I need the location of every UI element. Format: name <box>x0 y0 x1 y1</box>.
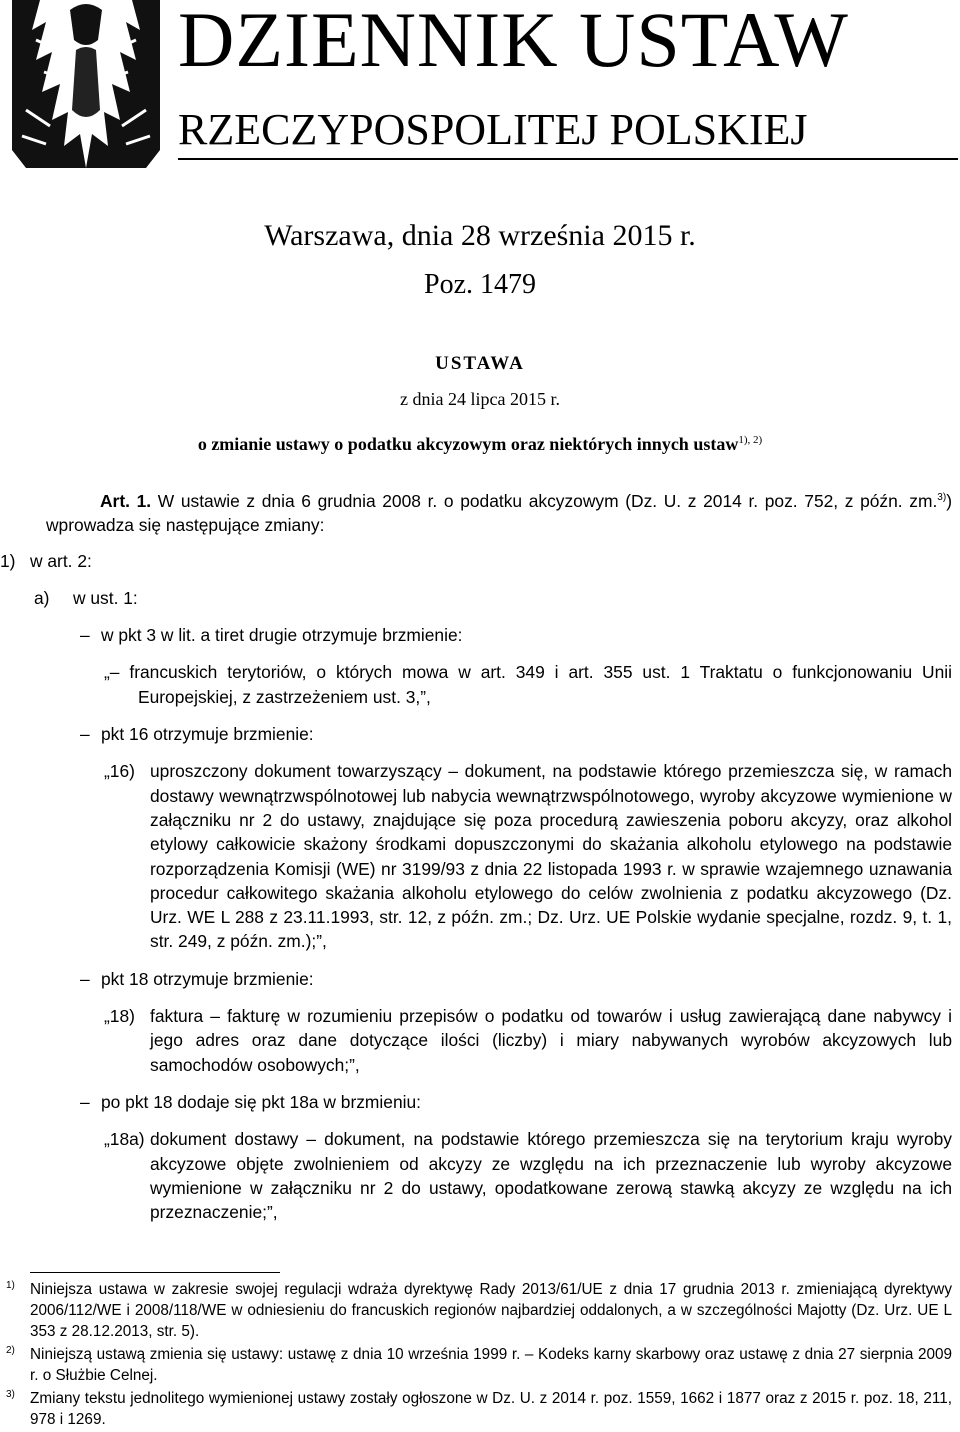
article-label: Art. 1. <box>100 491 152 511</box>
issue-date-line: Warszawa, dnia 28 września 2015 r. <box>264 219 696 252</box>
quote-block-4 <box>46 1127 952 1224</box>
letter-a-label: a) <box>34 587 50 608</box>
dash-item-3 <box>46 967 952 991</box>
footnote-2 <box>0 1344 960 1386</box>
dash-marker: – <box>80 625 90 646</box>
footnote-3 <box>0 1388 960 1430</box>
dash-item-2 <box>46 722 952 746</box>
dash-item-4 <box>46 1090 952 1114</box>
quote-block-3 <box>46 1004 952 1077</box>
act-body <box>0 489 952 1237</box>
article-1-intro <box>46 489 952 538</box>
act-title <box>0 431 960 457</box>
quote-1-text: francuskich terytoriów, o których mowa w art. 349 i art. 355 ust. 1 Traktatu o funkcjonowaniu Unii Europejskiej, z zastrzeżeniem ust. 3,”, <box>129 662 952 707</box>
position-number: Poz. 1479 <box>424 269 536 300</box>
quote-2-text: uproszczony dokument towarzyszący – dokument, na podstawie którego przemieszcza się, w ramach dostawy wewnątrzwspólnotowej lub nabycia wewnątrzwspólnotowego, wyroby akcyzowe wymienione w załączniku nr 2 do ustawy, znajdujące się poza procedurą zawieszenia poboru akcyzy, oraz alkohol etylowy całkowicie skażony środkami dopuszczonymi do skażania alkoholu etylowego na podstawie rozporządzenia Komisji (WE) nr 3199/93 z dnia 22 listopada 1993 r. w sprawie wzajemnego uznawania procedur całkowitego skażania alkoholu etylowego do celów zwolnienia z podatku akcyzowego (Dz. Urz. WE L 288 z 23.11.1993, str. 12, z późn. zm.; Dz. Urz. UE Polskie wydanie specjalne, rozdz. 9, t. 1, str. 249, z późn. zm.);”, <box>150 761 952 952</box>
dash-item-1-text: w pkt 3 w lit. a tiret drugie otrzymuje brzmienie: <box>101 625 463 646</box>
article-intro-text-a: W ustawie z dnia 6 grudnia 2008 r. o podatku akcyzowym (Dz. U. z 2014 r. poz. 752, z późn. zm. <box>157 491 938 511</box>
quote-4-number: „18a) <box>104 1129 145 1150</box>
footnotes <box>0 1279 960 1432</box>
dash-item-2-text: pkt 16 otrzymuje brzmienie: <box>101 724 314 745</box>
quote-block-1 <box>46 660 952 709</box>
footnote-1-text: Niniejsza ustawa w zakresie swojej regulacji wdraża dyrektywę Rady 2013/61/UE z dnia 17 grudnia 2013 r. zmieniającą dyrektywy 2006/112/WE i 2008/118/WE w odniesieniu do francuskich regionów najbardziej oddalonych, a w szczególności Majotty (Dz. Urz. UE L 353 z 28.12.2013, str. 5). <box>30 1281 952 1340</box>
quote-2-number: „16) <box>104 761 135 782</box>
act-type-heading: USTAWA <box>435 353 525 374</box>
act-title-text: o zmianie ustawy o podatku akcyzowym oraz niektórych innych ustaw <box>197 434 739 454</box>
point-1-text: w art. 2: <box>30 550 92 571</box>
act-title-footnote-refs: 1), 2) <box>738 434 763 446</box>
quote-3-text: faktura – fakturę w rozumieniu przepisów o podatku od towarów i usług zawierającą dane nabywcy i jego adres oraz dane dotyczące ilości (liczby) i miary nabywanych wyrobów akcyzowych lub samochodów osobowych;”, <box>150 1006 952 1075</box>
dash-marker: – <box>80 724 90 745</box>
dash-marker: – <box>80 968 90 989</box>
quote-1-opening: „– <box>104 662 120 683</box>
footnote-1 <box>0 1279 960 1342</box>
footnote-2-text: Niniejszą ustawą zmienia się ustawy: ustawę z dnia 10 września 1999 r. – Kodeks karny skarbowy oraz ustawę z dnia 27 sierpnia 2009 r. o Służbie Celnej. <box>30 1346 952 1384</box>
dash-marker: – <box>80 1091 90 1112</box>
dash-item-1 <box>46 623 952 647</box>
footnote-1-mark: 1) <box>6 1280 15 1291</box>
masthead-divider <box>178 158 958 160</box>
quote-3-number: „18) <box>104 1006 135 1027</box>
journal-title: DZIENNIK USTAW <box>178 0 849 83</box>
quote-block-2 <box>46 759 952 953</box>
dash-item-4-text: po pkt 18 dodaje się pkt 18a w brzmieniu: <box>101 1091 421 1112</box>
footnote-3-text: Zmiany tekstu jednolitego wymienionej ustawy zostały ogłoszone w Dz. U. z 2014 r. poz. 1559, 1662 i 1877 oraz z 2015 r. poz. 18, 211, 978 i 1269. <box>30 1390 952 1428</box>
footnote-3-mark: 3) <box>6 1389 15 1400</box>
footnote-divider <box>30 1272 280 1273</box>
journal-subtitle: RZECZYPOSPOLITEJ POLSKIEJ <box>178 105 808 154</box>
article-intro-text-b: ) wprowadza się następujące zmiany: <box>46 491 952 536</box>
act-date: z dnia 24 lipca 2015 r. <box>400 389 560 409</box>
dash-item-3-text: pkt 18 otrzymuje brzmienie: <box>101 968 314 989</box>
polish-eagle-emblem-icon <box>6 0 166 170</box>
letter-a-text: w ust. 1: <box>73 587 138 608</box>
letter-a <box>34 586 952 610</box>
footnote-2-mark: 2) <box>6 1345 15 1356</box>
article-footnote-ref: 3) <box>937 492 947 504</box>
quote-4-text: dokument dostawy – dokument, na podstawie którego przemieszcza się na terytorium kraju wyroby akcyzowe objęte zwolnieniem od akcyzy ze względu na ich przeznaczenie lub wyroby akcyzowe wymienione w załączniku nr 2 do ustawy, opodatkowane zerową stawką akcyzy ze względu na ich przeznaczenie;”, <box>150 1129 952 1223</box>
point-1-number: 1) <box>0 550 16 571</box>
point-1 <box>0 549 952 573</box>
